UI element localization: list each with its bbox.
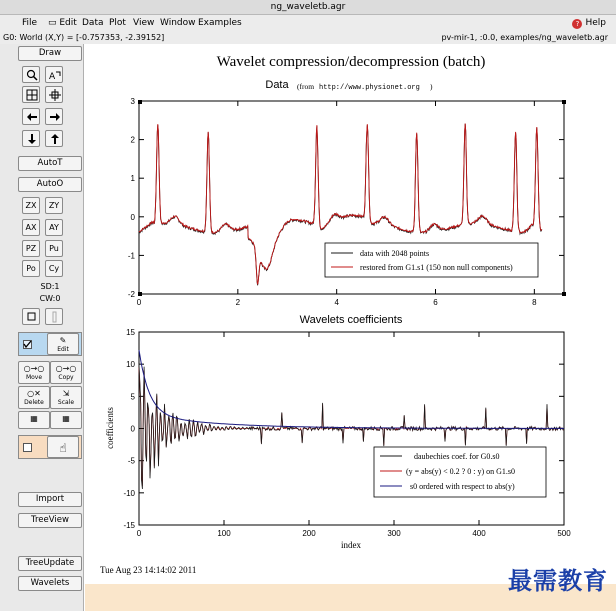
legend-top — [325, 243, 538, 277]
zx-button[interactable]: ZX — [22, 197, 40, 214]
top-xtick-label-1: 2 — [235, 298, 241, 307]
wavelets-button[interactable]: Wavelets — [18, 576, 82, 591]
bot-ytick-label-5: 10 — [126, 360, 135, 370]
po-button[interactable]: Po — [22, 260, 40, 277]
menu-plot[interactable]: Plot — [109, 18, 126, 28]
autoo-button[interactable]: AutoO — [18, 177, 82, 192]
selection-handle-tl[interactable] — [138, 100, 142, 104]
square-icon — [26, 311, 38, 323]
top-ytick-label-1: -1 — [127, 251, 135, 261]
edit-button[interactable]: ✎ Edit — [47, 333, 79, 355]
top-ytick-label-0: -2 — [127, 290, 135, 299]
menu-window[interactable]: Window — [160, 18, 196, 28]
arrow-up-icon — [49, 133, 61, 145]
bot-xtick-label-0: 0 — [136, 529, 142, 538]
y-axis-label: coefficients — [105, 407, 115, 449]
delete-button[interactable]: ○✕ Delete — [18, 386, 50, 409]
help-icon: ? — [572, 19, 582, 29]
import-button[interactable]: Import — [18, 492, 82, 507]
bot-ytick-label-3: 0 — [130, 424, 135, 434]
bot-ytick-label-2: -5 — [127, 456, 135, 466]
autoscale-icon — [49, 69, 61, 81]
set-depth-label: SD:1 — [40, 282, 60, 291]
zoom-out-button[interactable] — [22, 86, 40, 103]
x-axis-label: index — [341, 540, 361, 550]
graph-wavelets-title: Wavelets coefficients — [299, 314, 403, 326]
bot-xtick-label-3: 300 — [387, 529, 401, 538]
statusbar — [0, 32, 616, 44]
plot-svg — [85, 44, 616, 584]
shrink-icon — [49, 89, 61, 101]
top-xtick-label-4: 8 — [532, 298, 537, 307]
delete-icon: ○✕ — [27, 389, 41, 398]
arrow-left-icon — [26, 111, 38, 123]
legend-bottom-entry-2: s0 ordered with respect to abs(y) — [410, 482, 515, 491]
selection-handle-bl[interactable] — [138, 292, 142, 296]
autoscale-button[interactable] — [45, 66, 63, 83]
ay-button[interactable]: AY — [45, 219, 63, 236]
bot-ytick-label-6: 15 — [126, 328, 135, 337]
menubar — [0, 15, 616, 32]
bot-ytick-label-0: -15 — [123, 521, 135, 530]
menu-examples[interactable]: Examples — [198, 18, 242, 28]
graph-data[interactable] — [128, 79, 566, 307]
bar-icon — [49, 311, 61, 323]
main-title: Wavelet compression/decompression (batch) — [216, 54, 486, 70]
timestamp: Tue Aug 23 14:14:02 2011 — [100, 565, 197, 575]
draw-button[interactable]: Draw — [18, 46, 82, 61]
scroll-left-button[interactable] — [22, 108, 40, 125]
plot-canvas[interactable] — [85, 44, 616, 584]
cy-button[interactable]: Cy — [45, 260, 63, 277]
xy2-button[interactable] — [50, 411, 82, 429]
pointer-icon: ☝ — [59, 441, 67, 455]
series-ordered — [139, 350, 564, 428]
graph-data-subtitle-prefix: (from — [297, 82, 315, 91]
menu-help[interactable]: ? Help — [572, 17, 606, 30]
copy-icon: ○→○ — [55, 364, 77, 373]
graph-wavelets[interactable] — [105, 314, 571, 550]
display-info: pv-mir-1, :0.0, examples/ng_waveletb.agr — [441, 33, 608, 42]
legend-top-entry-1: restored from G1.s1 (150 non null components) — [360, 263, 513, 272]
pointer-button[interactable] — [47, 436, 79, 458]
scroll-up-button[interactable] — [45, 130, 63, 147]
bot-xtick-label-5: 500 — [557, 529, 571, 538]
edit-icon: ▭ — [48, 18, 60, 28]
top-xtick-label-2: 4 — [334, 298, 339, 307]
pu-button[interactable]: Pu — [45, 240, 63, 257]
pz-button[interactable]: PZ — [22, 240, 40, 257]
menu-file[interactable]: File — [22, 18, 38, 28]
top-ytick-label-3: 1 — [130, 174, 135, 184]
current-world-label: CW:0 — [39, 294, 61, 303]
toolbar-sidebar — [0, 44, 84, 611]
graph-data-subtitle-url: http://www.physionet.org — [319, 84, 420, 92]
exit-button[interactable] — [22, 308, 40, 325]
zoom-in-button[interactable] — [45, 86, 63, 103]
menu-view[interactable]: View — [133, 18, 155, 28]
legend-bottom-entry-1: (y = abs(y) < 0.2 ? 0 : y) on G1.s0 — [406, 467, 516, 476]
svg-text:A: A — [49, 72, 56, 81]
scroll-right-button[interactable] — [45, 108, 63, 125]
autot-button[interactable]: AutoT — [18, 156, 82, 171]
watermark-logo: 最需教育 — [508, 566, 608, 595]
top-xtick-label-3: 6 — [433, 298, 438, 307]
graph-data-subtitle-suffix: ) — [430, 82, 433, 91]
zy-button[interactable]: ZY — [45, 197, 63, 214]
bot-ytick-label-4: 5 — [130, 392, 135, 402]
window-title: ng_waveletb.agr — [0, 0, 616, 15]
copy-button[interactable]: ○→○ Copy — [50, 361, 82, 384]
xy-alt-icon: ▦ — [62, 414, 70, 423]
selection-handle-br[interactable] — [562, 292, 566, 296]
edit-panel — [18, 332, 82, 356]
check-icon — [23, 340, 32, 349]
top-ytick-label-4: 2 — [130, 135, 135, 145]
ax-button[interactable]: AX — [22, 219, 40, 236]
bot-xtick-label-1: 100 — [217, 529, 231, 538]
zoom-button[interactable] — [22, 66, 40, 83]
edit-tool-icon: ✎ — [59, 336, 67, 345]
menu-edit[interactable]: ▭ Edit — [48, 18, 77, 28]
top-ytick-label-5: 3 — [130, 97, 135, 106]
move-button[interactable]: ○→○ Move — [18, 361, 50, 384]
legend-top-entry-0: data with 2048 points — [360, 249, 430, 258]
arrow-right-icon — [49, 111, 61, 123]
bot-xtick-label-4: 400 — [472, 529, 486, 538]
world-coordinates: G0: World (X,Y) = [-0.757353, -2.39152] — [3, 33, 165, 42]
scale-button[interactable]: ⇲ Scale — [50, 386, 82, 409]
move-icon: ○→○ — [23, 364, 45, 373]
arrow-down-icon — [26, 133, 38, 145]
disabled-button — [45, 308, 63, 325]
menu-data[interactable]: Data — [82, 18, 104, 28]
legend-bottom — [374, 447, 546, 497]
xy-icon: ▦ — [30, 414, 38, 423]
xy-button[interactable] — [18, 411, 50, 429]
magnifier-icon — [26, 69, 38, 81]
top-ytick-label-2: 0 — [130, 212, 135, 222]
tool-checkbox[interactable] — [23, 443, 32, 452]
top-xtick-label-0: 0 — [136, 298, 142, 307]
legend-bottom-entry-0: daubechies coef. for G0.s0 — [414, 452, 500, 461]
bot-ytick-label-1: -10 — [123, 488, 135, 498]
edit-checkbox[interactable] — [23, 340, 32, 349]
tool-panel — [18, 435, 82, 459]
treeupdate-button[interactable]: TreeUpdate — [18, 556, 82, 571]
bot-xtick-label-2: 200 — [302, 529, 316, 538]
selection-handle-tr[interactable] — [562, 100, 566, 104]
graph-data-title: Data — [265, 79, 289, 91]
treeview-button[interactable]: TreeView — [18, 513, 82, 528]
scale-icon: ⇲ — [62, 389, 70, 398]
expand-icon — [26, 89, 38, 101]
scroll-down-button[interactable] — [22, 130, 40, 147]
